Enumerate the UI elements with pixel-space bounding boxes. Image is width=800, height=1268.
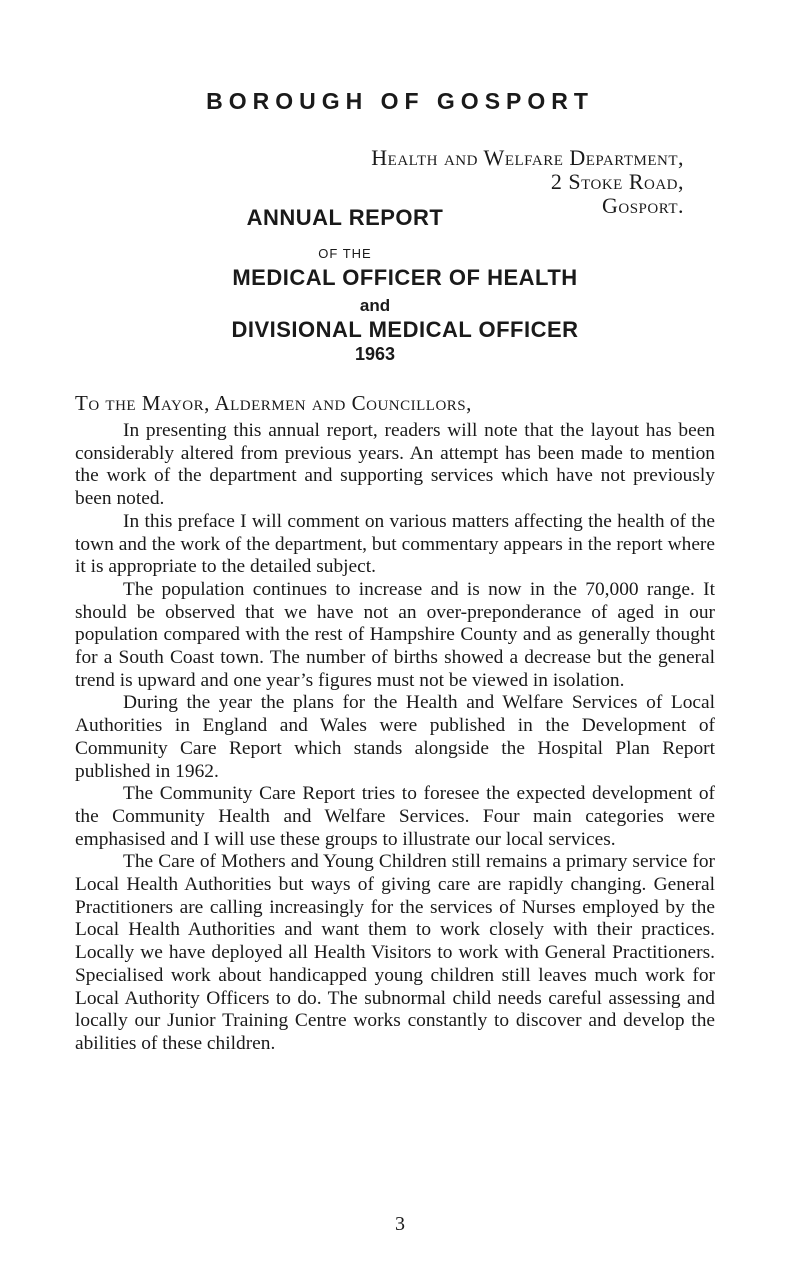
- report-year: 1963: [354, 344, 396, 364]
- address-line-3: Gosport.: [601, 193, 684, 218]
- paragraph: In presenting this annual report, readers will note that the layout has been considerably altered from previous years. An attempt has been made to mention the work of the department and supporting services which have not previously been noted.: [75, 420, 715, 510]
- annual-report-heading: ANNUAL REPORT: [246, 205, 444, 230]
- paragraph: The Community Care Report tries to foresee the expected development of the Community Health and Welfare Services. Four main categories were emphasised and I will use these groups to illustrate our local services.: [75, 783, 715, 850]
- page-number: 3: [395, 1213, 405, 1235]
- of-the-heading: OF THE: [318, 246, 372, 261]
- document-title: BOROUGH OF GOSPORT: [206, 88, 594, 114]
- and-heading: and: [359, 296, 391, 315]
- paragraph: During the year the plans for the Health and Welfare Services of Local Authorities in England and Wales were published in the Development of Community Care Report which stands alongside the Hospital Plan Report published in 1962.: [75, 692, 715, 782]
- paragraph: In this preface I will comment on various matters affecting the health of the town and the work of the department, but commentary appears in the report where it is appropriate to the detailed subject.: [75, 510, 715, 578]
- salutation: To the Mayor, Aldermen and Councillors,: [75, 391, 472, 415]
- medical-officer-heading: MEDICAL OFFICER OF HEALTH: [232, 265, 578, 290]
- address-line-1: Health and Welfare Department,: [371, 145, 684, 170]
- address-line-2: 2 Stoke Road,: [550, 169, 684, 194]
- divisional-officer-heading: DIVISIONAL MEDICAL OFFICER: [231, 317, 579, 342]
- paragraph: The population continues to increase and is now in the 70,000 range. It should be observed that we have not an over-preponderance of aged in our population compared with the rest of Hampshire County and as generally thought for a South Coast town. The number of births showed a decrease but the general trend is upward and one year’s figures must not be viewed in isolation.: [75, 578, 715, 691]
- paragraph: The Care of Mothers and Young Children still remains a primary service for Local Health Authorities but ways of giving care are rapidly changing. General Practitioners are calling increasingly for the services of Nurses employed by the Local Health Authorities and want them to work closely with their practices. Locally we have deployed all Health Visitors to work with General Practitioners. Specialised work about handicapped young children still leaves much work for Local Authority Officers to do. The subnormal child needs careful assessing and locally our Junior Training Centre works constantly to discover and develop the abilities of these children.: [75, 851, 715, 1054]
- body-text: [75, 420, 715, 1056]
